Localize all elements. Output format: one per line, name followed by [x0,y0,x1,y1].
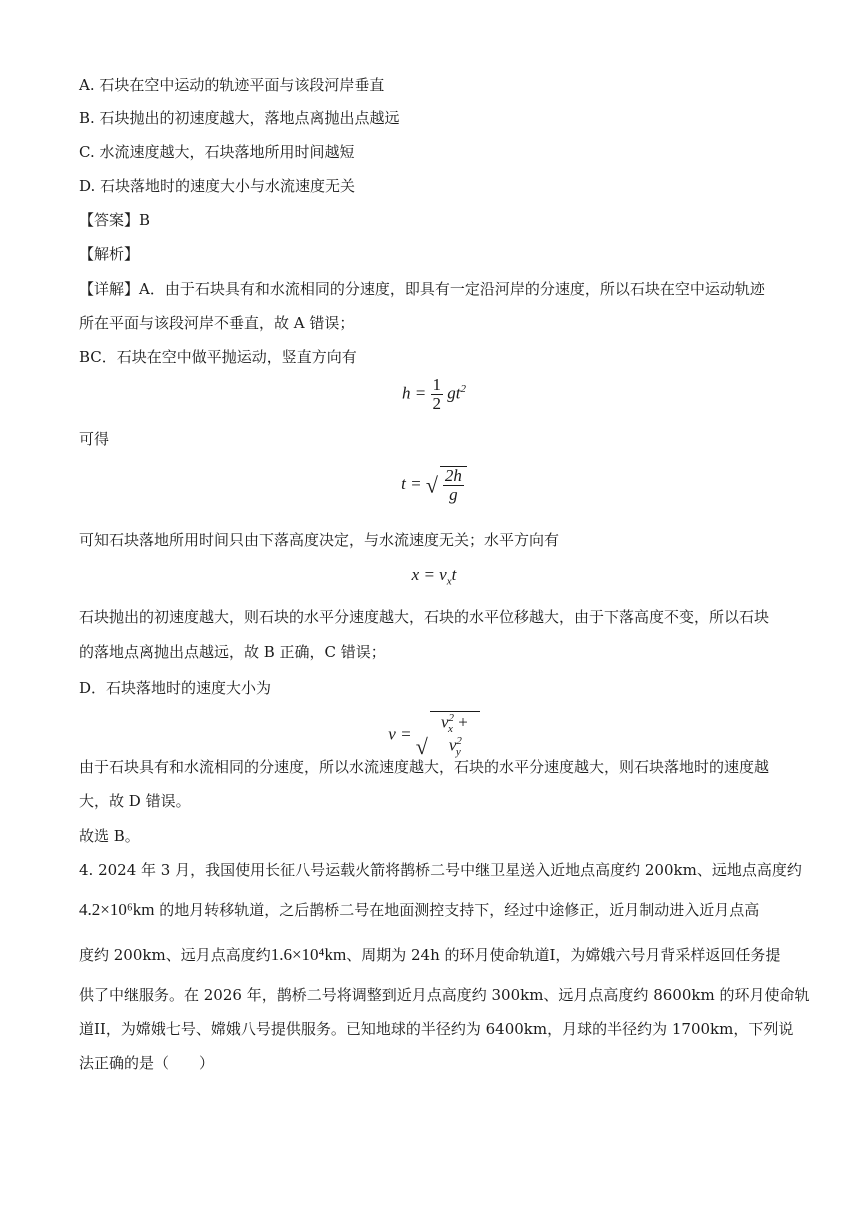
formula-height: h = $\frac{1}{2}$ $gt^2$ [402,375,466,413]
detail-line-8: 由于石块具有和水流相同的分速度，所以水流速度越大，石块的水平分速度越大，则石块落地时的速度越 [79,758,770,776]
formula-velocity: $v = √v^2_x + v^2_y$ [0,711,868,760]
option-a: A. 石块在空中运动的轨迹平面与该段河岸垂直 [79,76,385,94]
sqrt-sign: √ $\frac{2h}{g}$ [426,466,467,504]
q4-line-6: 法正确的是（ ） [79,1054,215,1072]
fraction-one-half: $\frac{1}{2}$ [432,375,441,413]
detail-line-3: BC．石块在空中做平抛运动，竖直方向有 [79,348,357,366]
q4-lunar-apolune: 1.6×10⁴km [270,945,347,964]
formula-displacement: $x = v_xt$ [411,565,457,588]
detail-line-1: 【详解】A．由于石块具有和水流相同的分速度，即具有一定沿河岸的分速度，所以石块在空中运动轨迹 [79,280,765,298]
q4-line-5: 道II，为嫦娥七号、嫦娥八号提供服务。已知地球的半径约为 6400km，月球的半径约为 1700km，下列说 [79,1020,794,1038]
q4-line-2 [79,899,759,921]
analysis-heading: 【解析】 [79,245,140,263]
q4-line-2-text: 的地月转移轨道，之后鹊桥二号在地面测控支持下，经过中途修正，近月制动进入近月点高 [154,901,760,919]
conclusion: 故选 B。 [79,827,140,845]
keyi-text: 可得 [79,430,110,448]
detail-line-4: 可知石块落地所用时间只由下落高度决定，与水流速度无关；水平方向有 [79,531,560,549]
q4-line-1: 4. 2024 年 3 月，我国使用长征八号运载火箭将鹊桥二号中继卫星送入近地点高度约 200km、远地点高度约 [79,861,802,879]
q4-transfer-apogee: 4.2×10⁶km [79,900,155,919]
option-b: B. 石块抛出的初速度越大，落地点离抛出点越远 [79,109,400,127]
q4-line-3b: 、周期为 24h 的环月使命轨道I，为嫦娥六号月背采样返回任务提 [346,946,781,964]
q4-line-3 [79,944,780,966]
option-c: C. 水流速度越大，石块落地所用时间越短 [79,143,355,161]
sqrt-sign-2: $√v^2_x + v^2_y$ [416,711,480,760]
detail-line-7: D．石块落地时的速度大小为 [79,679,272,697]
answer-label: 【答案】B [79,211,151,229]
detail-line-6: 的落地点离抛出点越远，故 B 正确，C 错误； [79,643,386,661]
detail-line-2: 所在平面与该段河岸不垂直，故 A 错误； [79,314,355,332]
formula-time: t = √ $\frac{2h}{g}$ [0,466,868,504]
q4-line-3a: 度约 200km、远月点高度约 [79,946,271,964]
option-d: D. 石块落地时的速度大小与水流速度无关 [79,177,356,195]
detail-line-5: 石块抛出的初速度越大，则石块的水平分速度越大，石块的水平位移越大，由于下落高度不变，所以石块 [79,608,770,626]
detail-line-9: 大，故 D 错误。 [79,792,191,810]
q4-line-4: 供了中继服务。在 2026 年，鹊桥二号将调整到近月点高度约 300km、远月点高度约 8600km 的环月使命轨 [79,986,810,1004]
